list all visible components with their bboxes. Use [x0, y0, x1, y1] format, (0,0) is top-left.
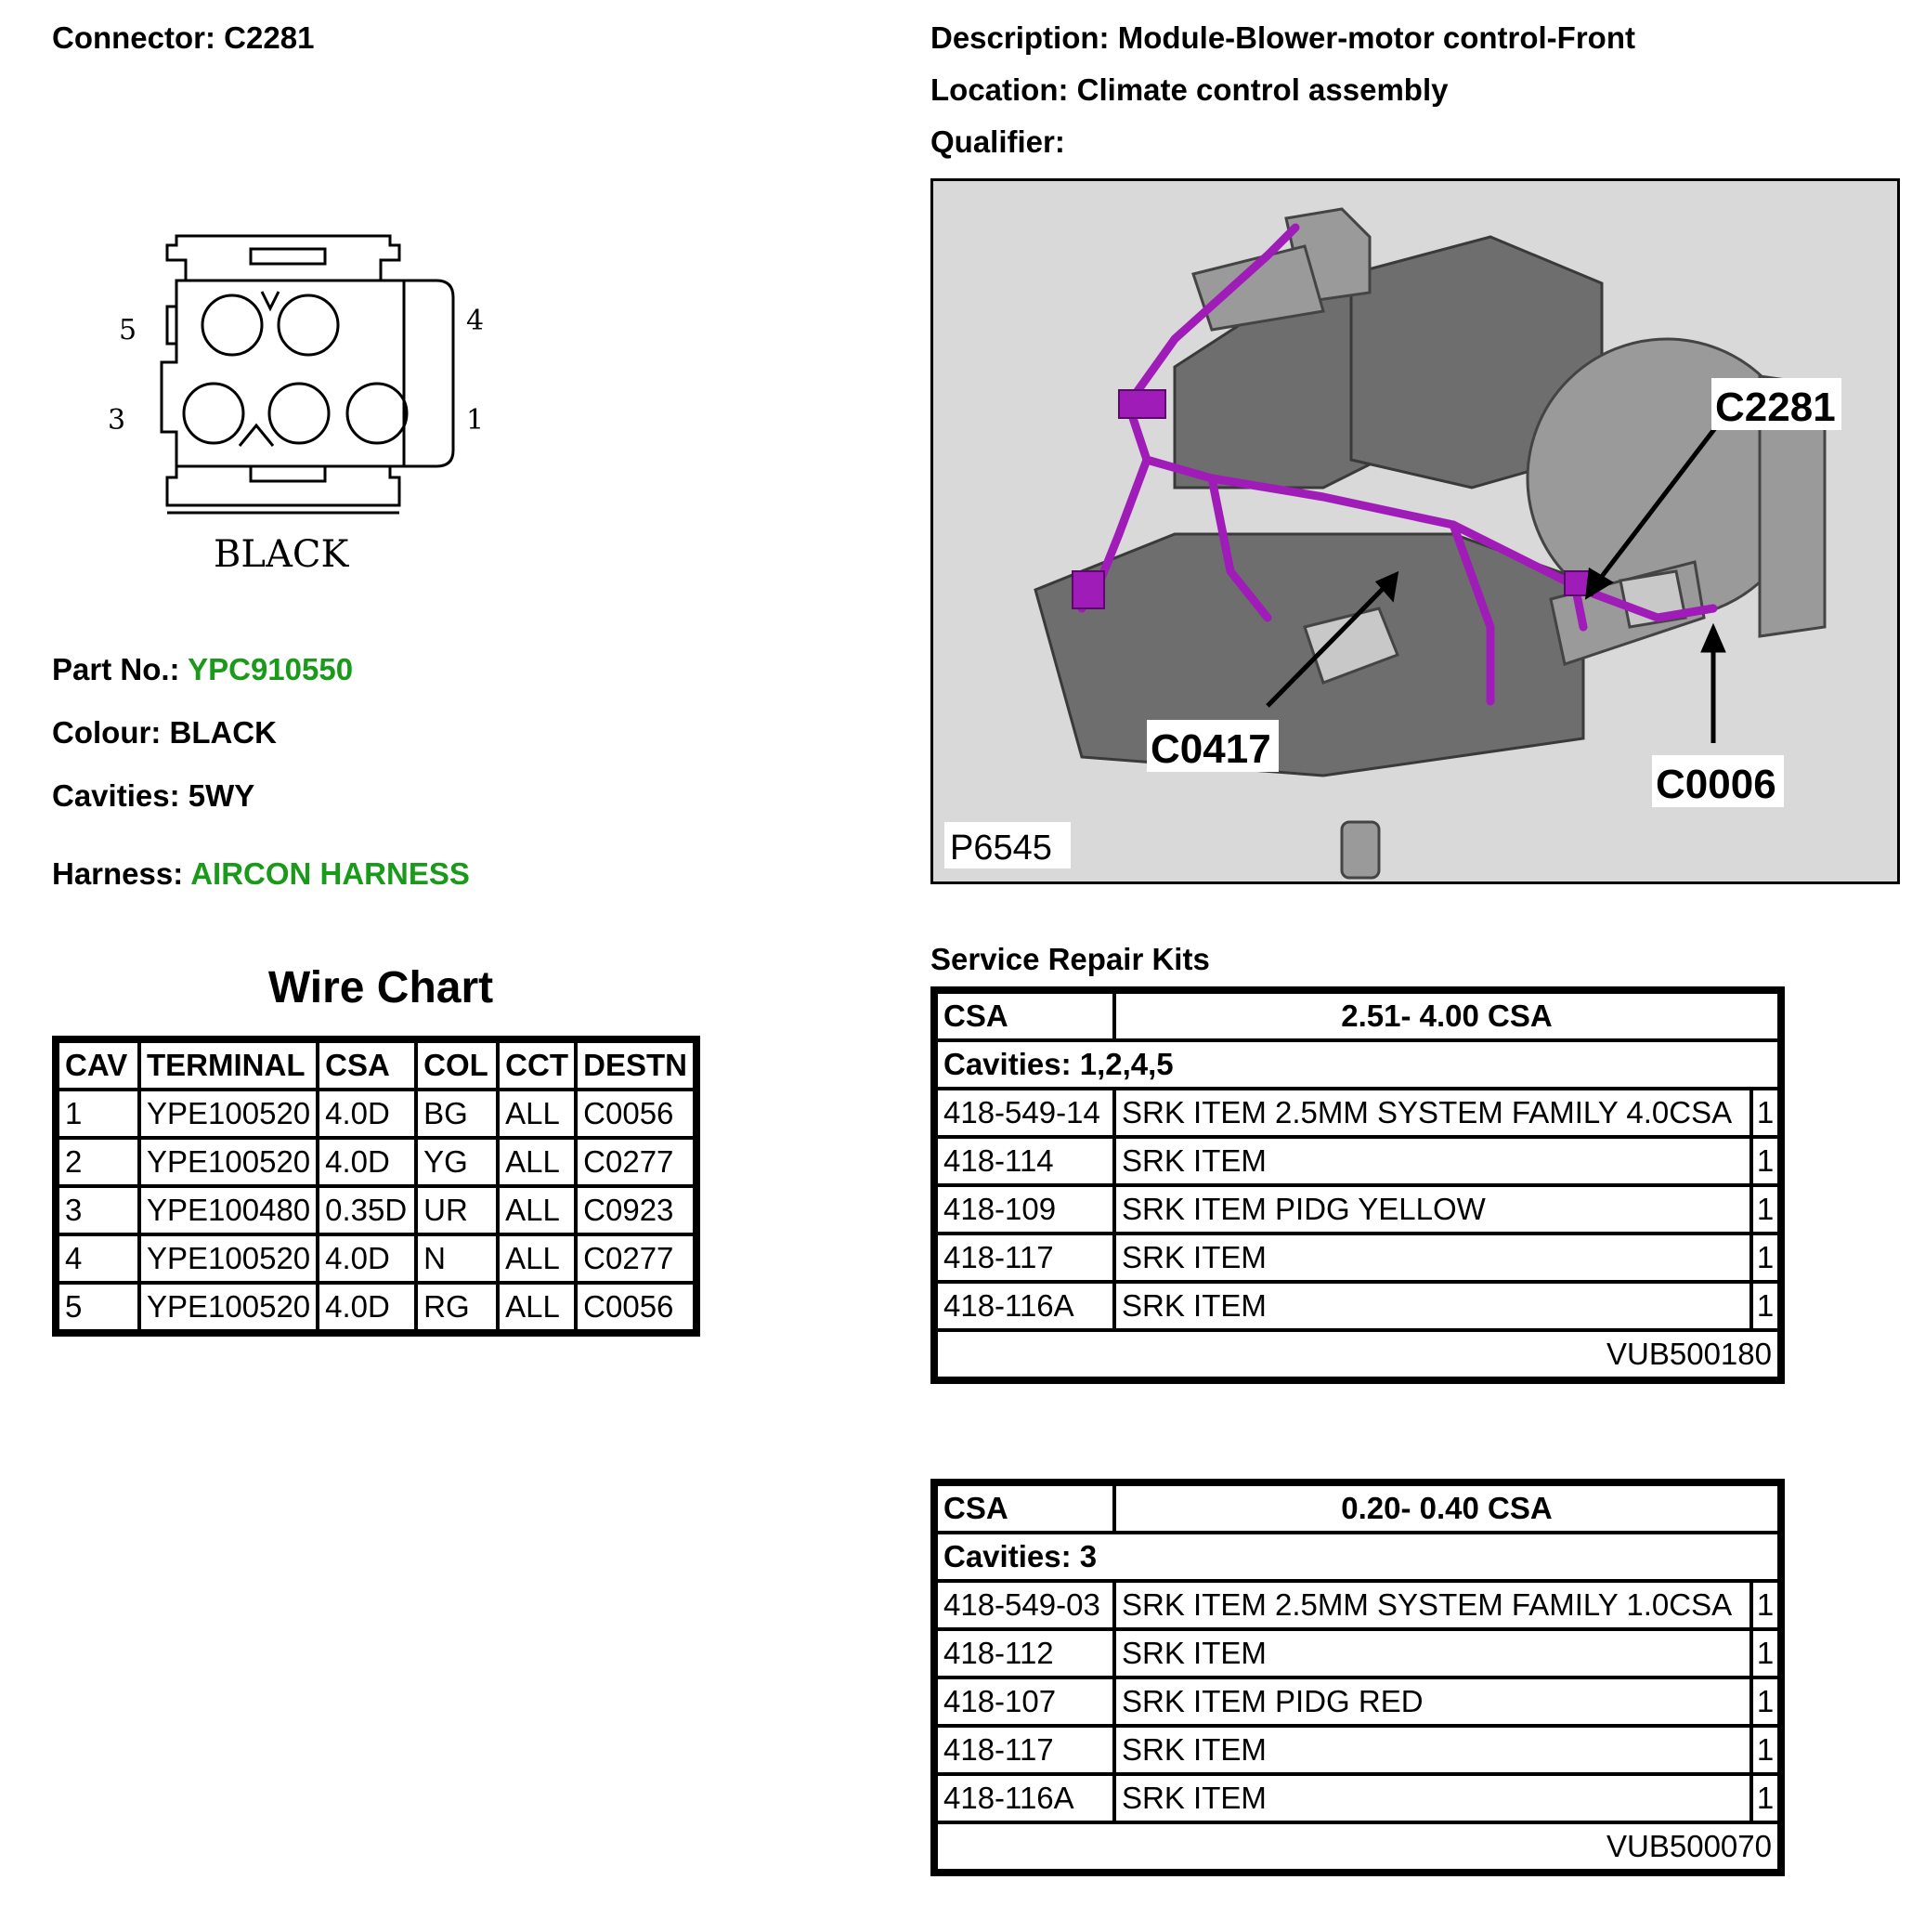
kit-item-desc: SRK ITEM	[1116, 1631, 1749, 1676]
description-value: Module-Blower-motor control-Front	[1117, 20, 1635, 55]
cavity-2	[269, 384, 329, 443]
part-number-link[interactable]: YPC910550	[188, 652, 354, 686]
kit-code-row	[938, 1824, 1777, 1869]
bottom-latch-slot	[251, 466, 325, 481]
kit-cavities-row	[938, 1534, 1777, 1579]
cell-col: UR	[418, 1188, 496, 1233]
header-col: COL	[418, 1043, 496, 1088]
kit-item-qty: 1	[1753, 1776, 1777, 1821]
climate-assembly-illustration	[933, 181, 1897, 881]
kit-item-code: 418-549-03	[938, 1583, 1112, 1627]
cavities-label: Cavities:	[52, 778, 180, 813]
kit-table-2	[930, 1479, 1785, 1876]
kit-item-code: 418-117	[938, 1235, 1112, 1280]
cell-col: YG	[418, 1140, 496, 1184]
part-number-label: Part No.:	[52, 652, 180, 686]
harness-line	[52, 856, 470, 892]
kit-item-desc: SRK ITEM	[1116, 1235, 1749, 1280]
connector-id: C2281	[224, 20, 315, 55]
location-photo	[930, 178, 1900, 884]
wire-chart-header-row	[59, 1043, 693, 1088]
wire-row	[59, 1140, 693, 1184]
cell-cct: ALL	[500, 1188, 574, 1233]
kit-item-code: 418-109	[938, 1187, 1112, 1232]
kit-csa-range: 2.51- 4.00 CSA	[1116, 994, 1777, 1038]
description-heading	[930, 20, 1635, 56]
cell-terminal: YPE100480	[141, 1188, 316, 1233]
kit-cavities: Cavities: 1,2,4,5	[938, 1042, 1777, 1087]
kit-table-1	[930, 986, 1785, 1384]
kit-cavities: Cavities: 3	[938, 1534, 1777, 1579]
cell-cav: 2	[59, 1140, 137, 1184]
pin-label-3: 3	[108, 404, 126, 437]
kit-header-row	[938, 1486, 1777, 1531]
header-cct: CCT	[500, 1043, 574, 1088]
cell-cct: ALL	[500, 1285, 574, 1329]
colour-label: Colour:	[52, 715, 162, 750]
kit-item-desc: SRK ITEM PIDG YELLOW	[1116, 1187, 1749, 1232]
kit-item-qty: 1	[1753, 1139, 1777, 1183]
harness-label: Harness:	[52, 856, 184, 891]
kit-csa-range: 0.20- 0.40 CSA	[1116, 1486, 1777, 1531]
header-terminal: TERMINAL	[141, 1043, 316, 1088]
connector-heading	[52, 20, 314, 56]
colour-line	[52, 715, 277, 751]
service-kits-title: Service Repair Kits	[930, 942, 1210, 976]
connector-face-diagram	[102, 223, 492, 585]
header-cav: CAV	[59, 1043, 137, 1088]
kit-item-qty: 1	[1753, 1235, 1777, 1280]
harness-connector-a	[1119, 390, 1165, 418]
kit-item-qty: 1	[1753, 1583, 1777, 1627]
kit-item-qty: 1	[1753, 1631, 1777, 1676]
kit-csa-label: CSA	[938, 994, 1112, 1038]
qualifier-heading	[930, 124, 1065, 160]
cavity-5	[202, 295, 262, 355]
wire-row	[59, 1091, 693, 1136]
arrow-c0006-head	[1704, 629, 1723, 650]
cavity-4	[279, 295, 338, 355]
pin-label-4: 4	[466, 305, 485, 337]
cell-destn[interactable]: C0056	[578, 1285, 693, 1329]
cell-col: RG	[418, 1285, 496, 1329]
kit-item-code: 418-116A	[938, 1776, 1112, 1821]
colour-value: BLACK	[169, 715, 277, 750]
cell-cct: ALL	[500, 1236, 574, 1281]
kit-item-code: 418-549-14	[938, 1090, 1112, 1135]
cell-terminal: YPE100520	[141, 1285, 316, 1329]
wire-row	[59, 1285, 693, 1329]
kit-item-row	[938, 1776, 1777, 1821]
kit-item-row	[938, 1187, 1777, 1232]
kit-code: VUB500180	[938, 1332, 1777, 1377]
wire-row	[59, 1236, 693, 1281]
photo-reference: P6545	[950, 829, 1052, 868]
wire-chart-table	[52, 1036, 700, 1337]
top-latch	[167, 236, 399, 281]
kit-cavities-row	[938, 1042, 1777, 1087]
bottom-latch	[167, 466, 399, 505]
kit-item-qty: 1	[1753, 1679, 1777, 1724]
kit-item-row	[938, 1235, 1777, 1280]
housing-outline	[162, 281, 453, 466]
kit-item-code: 418-117	[938, 1728, 1112, 1772]
location-label: Location:	[930, 72, 1069, 107]
kit-item-desc: SRK ITEM	[1116, 1728, 1749, 1772]
kit-item-row	[938, 1631, 1777, 1676]
cell-destn[interactable]: C0277	[578, 1236, 693, 1281]
cell-csa: 0.35D	[319, 1188, 414, 1233]
cell-cav: 1	[59, 1091, 137, 1136]
kit-code: VUB500070	[938, 1824, 1777, 1869]
cell-csa: 4.0D	[319, 1285, 414, 1329]
location-heading	[930, 72, 1448, 108]
cavities-line	[52, 778, 254, 814]
cell-destn[interactable]: C0056	[578, 1091, 693, 1136]
description-label: Description:	[930, 20, 1110, 55]
callout-c2281[interactable]: C2281	[1715, 385, 1836, 430]
kit-header-row	[938, 994, 1777, 1038]
kit-item-desc: SRK ITEM	[1116, 1139, 1749, 1183]
kit-item-qty: 1	[1753, 1728, 1777, 1772]
callout-c0417[interactable]: C0417	[1151, 726, 1271, 772]
kit-item-desc: SRK ITEM PIDG RED	[1116, 1679, 1749, 1724]
callout-c0006[interactable]: C0006	[1656, 762, 1776, 807]
qualifier-label: Qualifier:	[930, 124, 1065, 159]
kit-item-row	[938, 1728, 1777, 1772]
header-csa: CSA	[319, 1043, 414, 1088]
kit-item-qty: 1	[1753, 1284, 1777, 1328]
cell-terminal: YPE100520	[141, 1091, 316, 1136]
wire-row	[59, 1188, 693, 1233]
kit-item-row	[938, 1583, 1777, 1627]
kit-item-code: 418-107	[938, 1679, 1112, 1724]
header-destn: DESTN	[578, 1043, 693, 1088]
kit-item-desc: SRK ITEM 2.5MM SYSTEM FAMILY 1.0CSA	[1116, 1583, 1749, 1627]
cell-csa: 4.0D	[319, 1236, 414, 1281]
kit-item-code: 418-114	[938, 1139, 1112, 1183]
kit-item-qty: 1	[1753, 1090, 1777, 1135]
kit-item-qty: 1	[1753, 1187, 1777, 1232]
kit-item-row	[938, 1679, 1777, 1724]
connector-label: Connector:	[52, 20, 215, 55]
cavity-3	[184, 384, 243, 443]
kit-code-row	[938, 1332, 1777, 1377]
wire-chart-title: Wire Chart	[267, 963, 494, 1012]
pin-label-1: 1	[466, 404, 485, 437]
cell-destn[interactable]: C0277	[578, 1140, 693, 1184]
cell-cav: 5	[59, 1285, 137, 1329]
kit-item-desc: SRK ITEM 2.5MM SYSTEM FAMILY 4.0CSA	[1116, 1090, 1749, 1135]
cell-destn[interactable]: C0923	[578, 1188, 693, 1233]
cell-csa: 4.0D	[319, 1140, 414, 1184]
harness-link[interactable]: AIRCON HARNESS	[190, 856, 470, 891]
cell-terminal: YPE100520	[141, 1140, 316, 1184]
cavity-1	[347, 384, 407, 443]
drain-tube	[1342, 822, 1379, 878]
cell-cav: 3	[59, 1188, 137, 1233]
cell-cct: ALL	[500, 1140, 574, 1184]
housing-lower	[1035, 534, 1583, 776]
cell-csa: 4.0D	[319, 1091, 414, 1136]
kit-item-desc: SRK ITEM	[1116, 1284, 1749, 1328]
cavities-value: 5WY	[188, 778, 255, 813]
kit-item-row	[938, 1090, 1777, 1135]
kit-item-row	[938, 1139, 1777, 1183]
kit-item-row	[938, 1284, 1777, 1328]
cell-terminal: YPE100520	[141, 1236, 316, 1281]
cell-cav: 4	[59, 1236, 137, 1281]
part-number-line	[52, 652, 353, 687]
kit-csa-label: CSA	[938, 1486, 1112, 1531]
kit-item-code: 418-112	[938, 1631, 1112, 1676]
kit-item-desc: SRK ITEM	[1116, 1776, 1749, 1821]
kit-item-code: 418-116A	[938, 1284, 1112, 1328]
top-latch-slot	[251, 249, 325, 264]
pin-label-5: 5	[119, 314, 137, 346]
cell-cct: ALL	[500, 1091, 574, 1136]
cell-col: BG	[418, 1091, 496, 1136]
location-value: Climate control assembly	[1076, 72, 1449, 107]
cell-col: N	[418, 1236, 496, 1281]
connector-colour-caption: BLACK	[214, 533, 349, 576]
harness-connector-b	[1073, 571, 1104, 608]
